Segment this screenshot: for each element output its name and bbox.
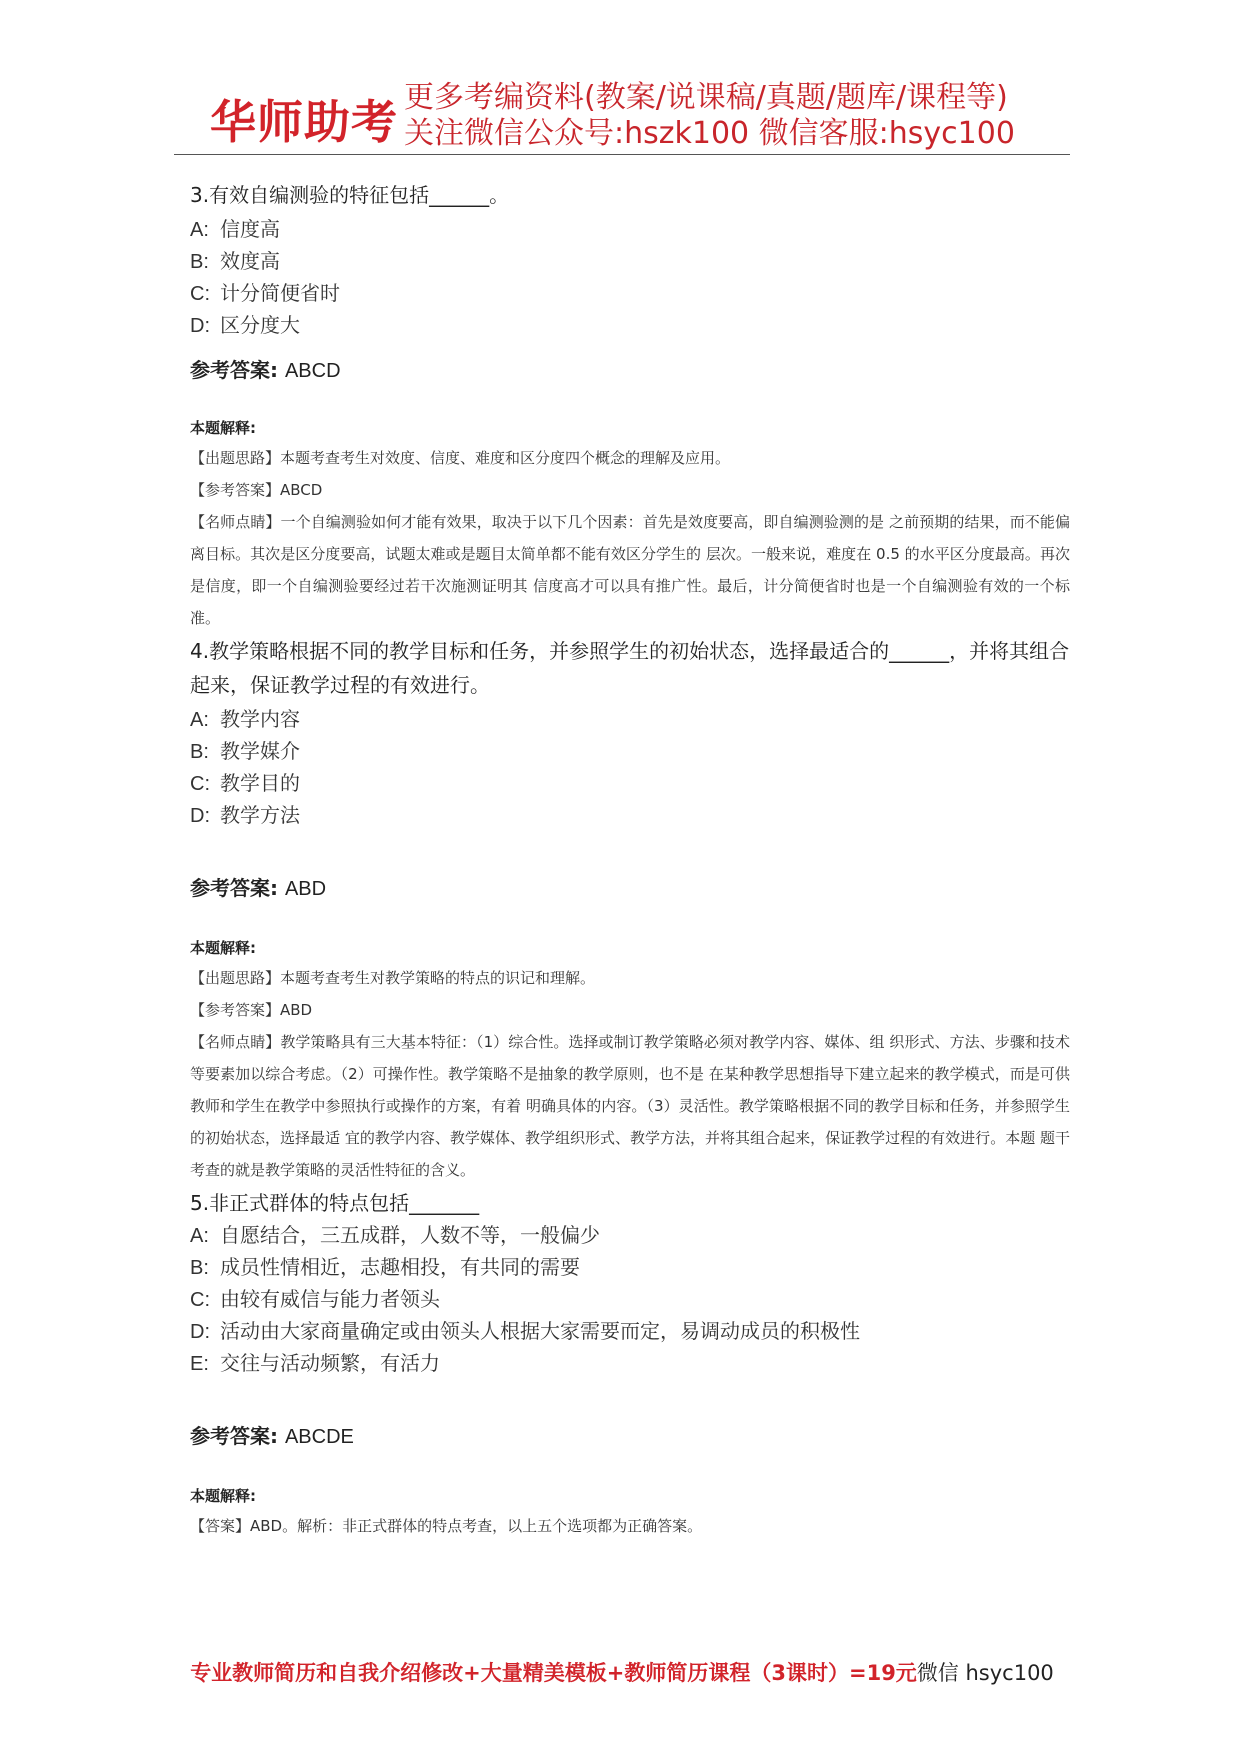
option-letter: C: — [190, 1289, 210, 1311]
explanation-title: 本题解释: — [190, 1487, 256, 1505]
option-d — [190, 800, 1070, 832]
option-text: 区分度大 — [220, 313, 300, 337]
option-letter: B: — [190, 1257, 209, 1279]
option-letter: A: — [190, 219, 209, 241]
option-letter: C: — [190, 773, 210, 795]
question-4 — [190, 634, 1070, 1186]
option-letter: C: — [190, 283, 210, 305]
option-text: 教学内容 — [220, 707, 300, 731]
option-letter: A: — [190, 1225, 209, 1247]
explanation-line: 【参考答案】ABD — [190, 1001, 313, 1019]
reference-answer — [190, 1420, 1070, 1449]
question-5 — [190, 1186, 1070, 1542]
explanation-title: 本题解释: — [190, 419, 256, 437]
answer-value: ABCDE — [284, 1426, 354, 1448]
reference-answer — [190, 872, 1070, 901]
option-a — [190, 704, 1070, 736]
answer-label: 参考答案: — [190, 358, 278, 382]
tagline-line2: 关注微信公众号:hszk100 微信客服:hsyc100 — [404, 116, 1015, 151]
reference-answer — [190, 354, 1070, 383]
option-d — [190, 310, 1070, 342]
footer-wechat: 微信 hsyc100 — [916, 1661, 1054, 1685]
option-d — [190, 1316, 1070, 1348]
explanation-line: 【出题思路】本题考查考生对教学策略的特点的识记和理解。 — [190, 969, 596, 987]
option-c — [190, 1284, 1070, 1316]
answer-value: ABCD — [284, 360, 341, 382]
explanation-line: 【名师点睛】教学策略具有三大基本特征：（1）综合性。选择或制订教学策略必须对教学内容、媒体、组 织形式、方法、步骤和技术等要素加以综合考虑。（2）可操作性。教学策略不是抽象的教学原则，也不是 在某种教学思想指导下建立起来的教学模式，而是可供教师和学生在教学中参照执行或操作的方案，有着 明确具体的内容。（3）灵活性。教学策略根据不同的教学目标和任务，并参照学生的初始状态，选择最适 宜的教学内容、教学媒体、教学组织形式、教学方法，并将其组合起来，保证教学过程的有效进行。本题 题干考查的就是教学策略的灵活性特征的含义。 — [190, 1033, 1070, 1179]
answer-label: 参考答案: — [190, 1424, 278, 1448]
question-stem: 5.非正式群体的特点包括_______ — [190, 1191, 480, 1215]
explanation-line: 【出题思路】本题考查考生对效度、信度、难度和区分度四个概念的理解及应用。 — [190, 449, 731, 467]
explanation-title: 本题解释: — [190, 939, 256, 957]
option-text: 活动由大家商量确定或由领头人根据大家需要而定，易调动成员的积极性 — [220, 1319, 860, 1343]
option-text: 由较有威信与能力者领头 — [220, 1287, 440, 1311]
option-c — [190, 278, 1070, 310]
option-letter: D: — [190, 805, 210, 827]
option-b — [190, 1252, 1070, 1284]
option-text: 教学媒介 — [220, 739, 300, 763]
question-stem: 3.有效自编测验的特征包括______。 — [190, 183, 510, 207]
option-letter: B: — [190, 251, 209, 273]
option-text: 计分简便省时 — [220, 281, 340, 305]
explanation-line: 【参考答案】ABCD — [190, 481, 323, 499]
option-letter: D: — [190, 1321, 210, 1343]
option-letter: D: — [190, 315, 210, 337]
option-text: 教学目的 — [220, 771, 300, 795]
option-b — [190, 246, 1070, 278]
option-text: 自愿结合，三五成群，人数不等，一般偏少 — [220, 1223, 600, 1247]
option-letter: E: — [190, 1353, 209, 1375]
option-e — [190, 1348, 1070, 1380]
answer-label: 参考答案: — [190, 876, 278, 900]
option-text: 成员性情相近，志趣相投，有共同的需要 — [220, 1255, 580, 1279]
tagline-line1: 更多考编资料(教案/说课稿/真题/题库/课程等) — [404, 80, 1008, 115]
question-3 — [190, 178, 1070, 634]
question-stem: 4.教学策略根据不同的教学目标和任务，并参照学生的初始状态，选择最适合的______，并将其组合起来，保证教学过程的有效进行。 — [190, 639, 1070, 697]
option-a — [190, 214, 1070, 246]
header-divider — [174, 154, 1070, 155]
option-letter: B: — [190, 741, 209, 763]
option-text: 交往与活动频繁，有活力 — [220, 1351, 440, 1375]
footer-promo-text: 专业教师简历和自我介绍修改+大量精美模板+教师简历课程（3课时）=19元 — [190, 1661, 917, 1685]
answer-value: ABD — [284, 878, 327, 900]
option-letter: A: — [190, 709, 209, 731]
option-text: 效度高 — [220, 249, 280, 273]
option-text: 教学方法 — [220, 803, 300, 827]
option-c — [190, 768, 1070, 800]
option-text: 信度高 — [220, 217, 280, 241]
explanation-line: 【答案】ABD。解析：非正式群体的特点考查，以上五个选项都为正确答案。 — [190, 1517, 703, 1535]
option-b — [190, 736, 1070, 768]
banner-tagline — [404, 80, 1015, 152]
option-a — [190, 1220, 1070, 1252]
brand-logo: 华师助考 — [210, 95, 398, 149]
header-banner — [210, 78, 1050, 158]
footer-promo — [174, 1657, 1070, 1687]
document-body — [190, 178, 1070, 1542]
explanation-line: 【名师点睛】一个自编测验如何才能有效果，取决于以下几个因素：首先是效度要高，即自编测验测的是 之前预期的结果，而不能偏离目标。其次是区分度要高，试题太难或是题目太简单都不能有效区分学生的 层次。一般来说，难度在 0.5 的水平区分度最高。再次是信度，即一个自编测验要经过若干次施测证明其 信度高才可以具有推广性。最后，计分简便省时也是一个自编测验有效的一个标准。 — [190, 513, 1070, 627]
